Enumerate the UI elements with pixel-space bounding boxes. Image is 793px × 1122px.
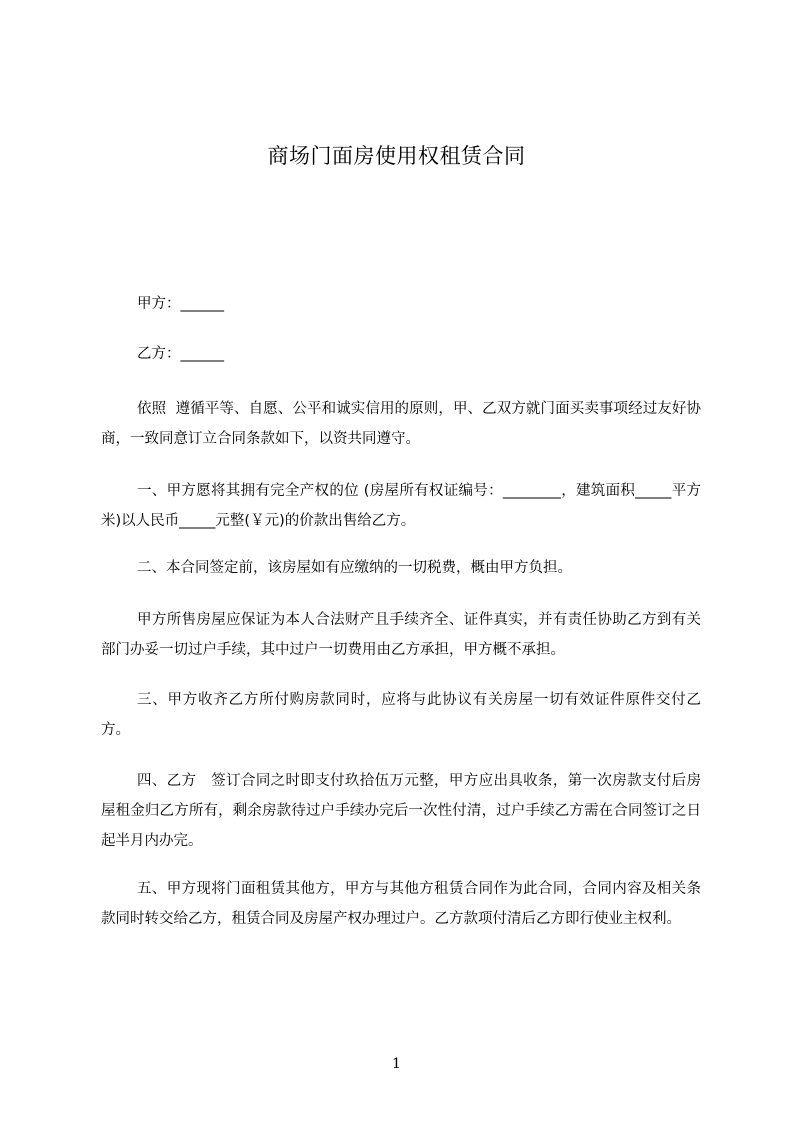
page-title: 商场门面房使用权租赁合同 — [267, 144, 526, 168]
clause-2-detail-paragraph: 甲方所售房屋应保证为本人合法财产且手续齐全、证件真实，并有责任协助乙方到有关部门办妥一切过户手续，其中过户一切费用由乙方承担，甲方概不承担。 — [101, 612, 701, 658]
party-b-line: 乙方：______ — [137, 346, 224, 362]
clause-2-paragraph: 二、本合同签定前，该房屋如有应缴纳的一切税费，概由甲方负担。 — [137, 560, 572, 576]
clause-4-paragraph: 四、乙方 签订合同之时即支付玖拾伍万元整，甲方应出具收条，第一次房款支付后房屋租金归乙方所有，剩余房款待过户手续办完后一次性付清，过户手续乙方需在合同签订之日起半月内办完。 — [101, 773, 701, 849]
preamble-paragraph: 依照 遵循平等、自愿、公平和诚实信用的原则，甲、乙双方就门面买卖事项经过友好协商，一致同意订立合同条款如下，以资共同遵守。 — [101, 401, 701, 447]
clause-3-paragraph: 三、甲方收齐乙方所付购房款同时，应将与此协议有关房屋一切有效证件原件交付乙方。 — [101, 692, 701, 738]
party-a-line: 甲方：______ — [137, 296, 224, 312]
clause-1-paragraph: 一、甲方愿将其拥有完全产权的位 (房屋所有权证编号：________，建筑面积_____平方米)以人民币_____元整(￥元)的价款出售给乙方。 — [101, 483, 701, 529]
clause-5-paragraph: 五、甲方现将门面租赁其他方，甲方与其他方租赁合同作为此合同，合同内容及相关条款同时转交给乙方，租赁合同及房屋产权办理过户。乙方款项付清后乙方即行使业主权利。 — [101, 881, 701, 927]
page-number: 1 — [392, 1056, 401, 1072]
